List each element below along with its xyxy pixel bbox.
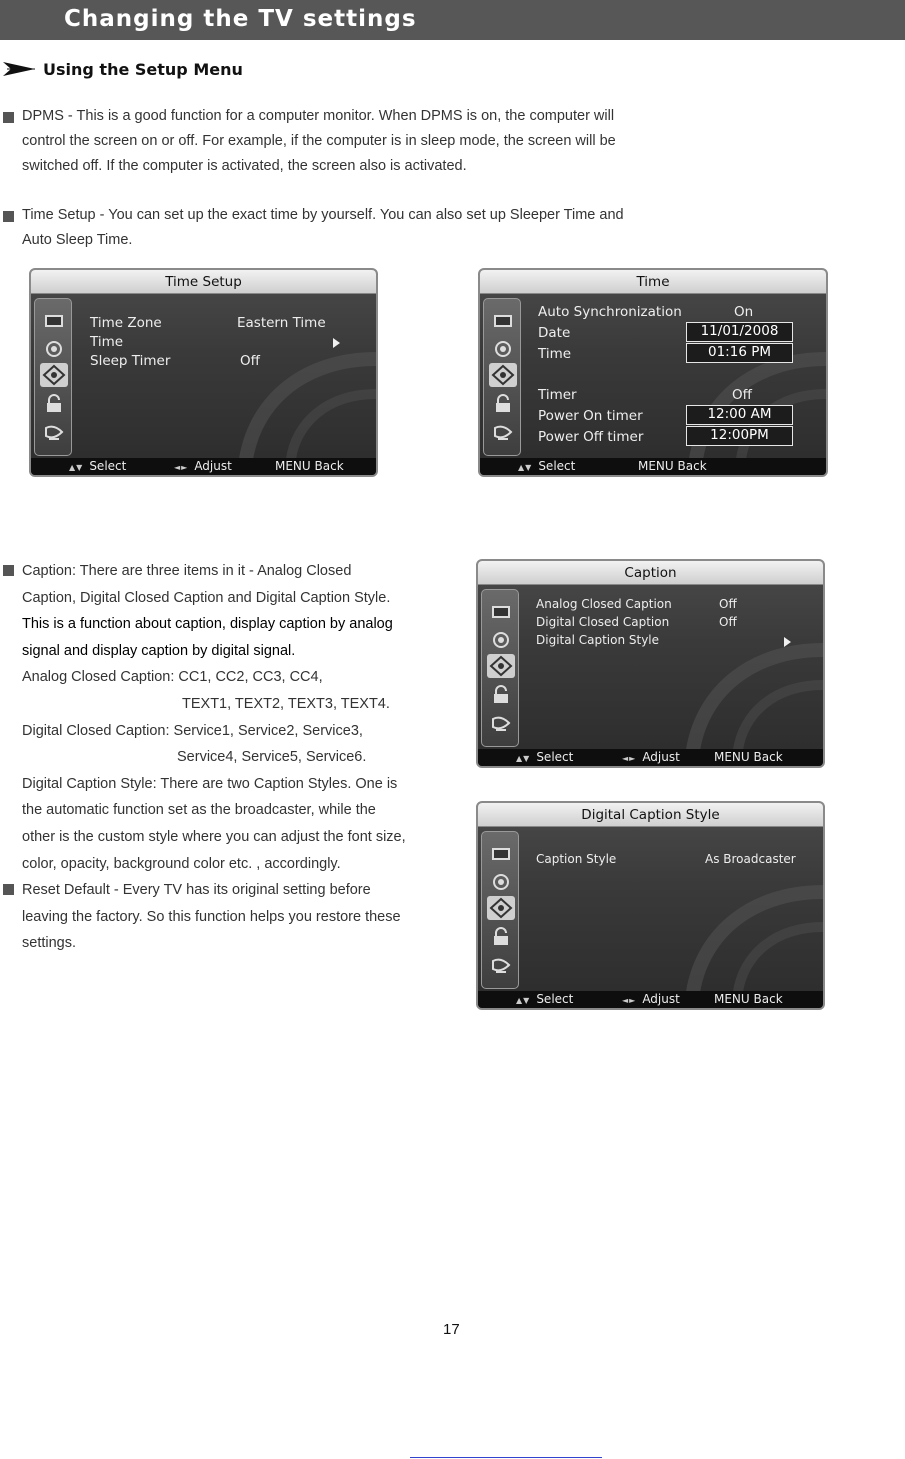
- caption-paragraph: [22, 558, 406, 877]
- osd-row-label[interactable]: Sleep Timer: [90, 353, 171, 369]
- osd-row-label[interactable]: Timer: [538, 387, 577, 403]
- submenu-arrow-icon[interactable]: [333, 338, 340, 348]
- setup-icon[interactable]: [40, 363, 68, 387]
- setup-icon[interactable]: [487, 654, 515, 678]
- footer-menu: MENU: [638, 459, 674, 473]
- picture-icon[interactable]: [492, 311, 514, 331]
- osd-row-label[interactable]: Time Zone: [90, 315, 162, 331]
- sound-icon[interactable]: [490, 630, 512, 650]
- footer-select: Select: [89, 459, 127, 473]
- bullet-icon: [3, 211, 14, 222]
- osd-row-label[interactable]: Date: [538, 325, 571, 341]
- channel-icon[interactable]: [490, 713, 512, 733]
- up-down-arrows-icon: ▲▼: [518, 463, 533, 472]
- up-down-arrows-icon: ▲▼: [516, 996, 531, 1005]
- lock-icon[interactable]: [490, 685, 512, 705]
- osd-row-value: Eastern Time: [237, 315, 326, 331]
- osd-row-label[interactable]: Time: [538, 346, 572, 362]
- text-line: Time Setup - You can set up the exact time by yourself. You can also set up Sleeper Time and: [22, 207, 624, 223]
- lock-icon[interactable]: [492, 394, 514, 414]
- swirl-decoration: [633, 640, 823, 750]
- osd-footer: [480, 458, 826, 475]
- footer-select: Select: [536, 750, 574, 764]
- text-line: Service4, Service5, Service6.: [177, 749, 367, 766]
- footer-rule: [410, 1457, 602, 1458]
- osd-row-label[interactable]: Power Off timer: [538, 429, 644, 445]
- arrow-icon: [3, 60, 35, 78]
- osd-row-value: Off: [719, 615, 737, 629]
- osd-footer: [478, 749, 823, 766]
- osd-title: Digital Caption Style: [478, 803, 823, 827]
- sound-icon[interactable]: [43, 339, 65, 359]
- footer-back: Back: [314, 459, 344, 473]
- left-right-arrows-icon: ◄►: [622, 996, 637, 1005]
- picture-icon[interactable]: [43, 311, 65, 331]
- text-line: This is a function about caption, display caption by analog: [22, 616, 393, 633]
- osd-title: Time: [480, 270, 826, 294]
- power-on-timer-field[interactable]: 12:00 AM: [686, 405, 793, 425]
- text-line: leaving the factory. So this function helps you restore these: [22, 908, 401, 925]
- bullet-icon: [3, 112, 14, 123]
- osd-sidebar: [34, 298, 72, 456]
- osd-time-setup-screen: [29, 268, 378, 477]
- text-line: Caption: There are three items in it - Analog Closed: [22, 563, 352, 579]
- footer-back: Back: [753, 750, 783, 764]
- up-down-arrows-icon: ▲▼: [69, 463, 84, 472]
- osd-title: Caption: [478, 561, 823, 585]
- lock-icon[interactable]: [490, 927, 512, 947]
- page-title: Changing the TV settings: [64, 6, 417, 32]
- swirl-decoration: [633, 882, 823, 992]
- osd-row-value: Off: [240, 353, 260, 369]
- dpms-paragraph: [22, 104, 616, 179]
- text-line: Digital Closed Caption: Service1, Service2, Service3,: [22, 722, 363, 739]
- setup-icon[interactable]: [487, 896, 515, 920]
- up-down-arrows-icon: ▲▼: [516, 754, 531, 763]
- text-line: Caption, Digital Closed Caption and Digital Caption Style.: [22, 589, 391, 606]
- footer-back: Back: [677, 459, 707, 473]
- footer-select: Select: [538, 459, 576, 473]
- osd-digital-caption-style-screen: [476, 801, 825, 1010]
- footer-select: Select: [536, 992, 574, 1006]
- footer-menu: MENU: [714, 750, 750, 764]
- text-line: Digital Caption Style: There are two Caption Styles. One is: [22, 775, 398, 792]
- left-right-arrows-icon: ◄►: [174, 463, 189, 472]
- text-line: DPMS - This is a good function for a computer monitor. When DPMS is on, the computer will: [22, 108, 615, 124]
- footer-menu: MENU: [714, 992, 750, 1006]
- reset-default-paragraph: [22, 877, 401, 957]
- text-line: control the screen on or off. For example, if the computer is in sleep mode, the screen will be: [22, 133, 616, 149]
- osd-row-label[interactable]: Power On timer: [538, 408, 643, 424]
- text-line: signal and display caption by digital signal.: [22, 642, 296, 659]
- text-line: TEXT1, TEXT2, TEXT3, TEXT4.: [182, 695, 390, 712]
- text-line: other is the custom style where you can adjust the font size,: [22, 828, 406, 845]
- channel-icon[interactable]: [43, 422, 65, 442]
- time-field[interactable]: 01:16 PM: [686, 343, 793, 363]
- bullet-icon: [3, 884, 14, 895]
- osd-row-value[interactable]: As Broadcaster: [705, 852, 796, 866]
- osd-footer: [478, 991, 823, 1008]
- left-right-arrows-icon: ◄►: [622, 754, 637, 763]
- osd-row-value: On: [734, 304, 754, 320]
- channel-icon[interactable]: [492, 422, 514, 442]
- date-field[interactable]: 11/01/2008: [686, 322, 793, 342]
- text-line: settings.: [22, 935, 76, 952]
- lock-icon[interactable]: [43, 394, 65, 414]
- osd-title: Time Setup: [31, 270, 376, 294]
- text-line: switched off. If the computer is activated, the screen also is activated.: [22, 158, 467, 174]
- text-line: color, opacity, background color etc. , accordingly.: [22, 855, 341, 872]
- sound-icon[interactable]: [492, 339, 514, 359]
- footer-adjust: Adjust: [642, 992, 680, 1006]
- footer-menu: MENU: [275, 459, 311, 473]
- footer-adjust: Adjust: [194, 459, 232, 473]
- osd-row-label[interactable]: Auto Synchronization: [538, 304, 682, 320]
- text-line: the automatic function set as the broadcaster, while the: [22, 802, 376, 819]
- page-number: 17: [443, 1321, 460, 1338]
- text-line: Analog Closed Caption: CC1, CC2, CC3, CC4,: [22, 669, 323, 686]
- submenu-arrow-icon[interactable]: [784, 637, 791, 647]
- osd-time-screen: [478, 268, 828, 477]
- sound-icon[interactable]: [490, 872, 512, 892]
- footer-adjust: Adjust: [642, 750, 680, 764]
- header-bar: [0, 0, 905, 40]
- section-title: Using the Setup Menu: [43, 60, 243, 79]
- osd-row-label[interactable]: Time: [90, 334, 124, 350]
- time-setup-paragraph: [22, 203, 624, 253]
- osd-caption-screen: [476, 559, 825, 768]
- osd-row-label[interactable]: Analog Closed Caption: [536, 597, 672, 611]
- picture-icon[interactable]: [490, 602, 512, 622]
- swirl-decoration: [186, 349, 376, 459]
- osd-row-value: Off: [732, 387, 752, 403]
- text-line: Auto Sleep Time.: [22, 232, 133, 248]
- osd-sidebar: [481, 589, 519, 747]
- osd-row-label[interactable]: Digital Caption Style: [536, 633, 660, 647]
- setup-icon[interactable]: [489, 363, 517, 387]
- osd-footer: [31, 458, 376, 475]
- osd-sidebar: [483, 298, 521, 456]
- picture-icon[interactable]: [490, 844, 512, 864]
- osd-row-label[interactable]: Digital Closed Caption: [536, 615, 670, 629]
- osd-row-label[interactable]: Caption Style: [536, 852, 617, 866]
- power-off-timer-field[interactable]: 12:00PM: [686, 426, 793, 446]
- osd-sidebar: [481, 831, 519, 989]
- osd-row-value: Off: [719, 597, 737, 611]
- bullet-icon: [3, 565, 14, 576]
- text-line: Reset Default - Every TV has its original setting before: [22, 882, 371, 898]
- footer-back: Back: [753, 992, 783, 1006]
- channel-icon[interactable]: [490, 955, 512, 975]
